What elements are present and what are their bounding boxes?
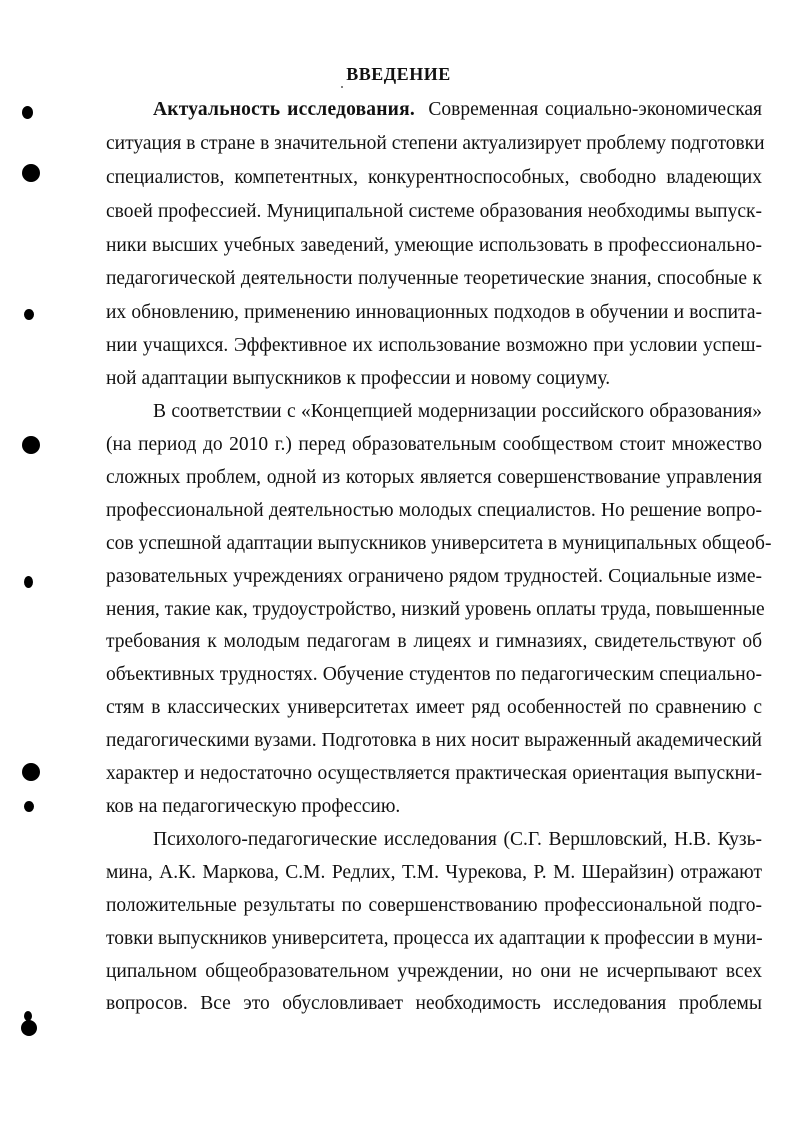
binder-hole (21, 1020, 37, 1036)
paragraph-3-line: товки выпускников университета, процесса их адаптации к профессии в муни- (106, 928, 763, 949)
paragraph-3-line: вопросов. Все это обусловливает необходимость исследования проблемы (106, 993, 762, 1014)
paragraph-1-text: Современная социально-экономическая (428, 99, 762, 120)
paragraph-3-line: ципальном общеобразовательном учреждении, но они не исчерпывают всех (106, 961, 762, 982)
binder-hole-mark (24, 1011, 32, 1021)
paragraph-1-line: своей профессией. Муниципальной системе образования необходимы выпуск- (106, 201, 762, 222)
paragraph-3-line: положительные результаты по совершенствованию профессиональной подго- (106, 895, 762, 916)
binder-hole (22, 763, 40, 781)
paragraph-2-line: разовательных учреждениях ограничено рядом трудностей. Социальные изме- (106, 566, 762, 587)
binder-hole-mark (24, 801, 34, 812)
paragraph-1-line: ной адаптации выпускников к профессии и новому социуму. (106, 368, 611, 389)
paragraph-2-line: стям в классических университетах имеет ряд особенностей по сравнению с (106, 697, 762, 718)
paragraph-2-line: сложных проблем, одной из которых является совершенствование управления (106, 467, 762, 488)
paragraph-2-line: (на период до 2010 г.) перед образовательным сообществом стоит множество (106, 434, 762, 455)
paragraph-2-line: нения, такие как, трудоустройство, низкий уровень оплаты труда, повышенные (106, 599, 765, 620)
paragraph-1-line: ники высших учебных заведений, умеющие использовать в профессионально- (106, 235, 762, 256)
section-lead: Актуальность исследования. (153, 99, 415, 120)
binder-hole (22, 436, 40, 454)
binder-hole (22, 164, 40, 182)
paragraph-2-line: сов успешной адаптации выпускников университета в муниципальных общеоб- (106, 533, 772, 554)
paragraph-2-line: педагогическими вузами. Подготовка в них носит выраженный академический (106, 730, 762, 751)
paragraph-2-line: профессиональной деятельностью молодых специалистов. Но решение вопро- (106, 500, 762, 521)
paragraph-2-line: В соответствии с «Концепцией модернизации российского образования» (153, 401, 762, 422)
paragraph-2-line: ков на педагогическую профессию. (106, 796, 401, 817)
binder-hole-mark (24, 309, 34, 320)
paragraph-1-line (153, 98, 762, 122)
paragraph-2-line: объективных трудностях. Обучение студентов по педагогическим специально- (106, 664, 762, 685)
paragraph-3-line: Психолого-педагогические исследования (С.Г. Вершловский, Н.В. Кузь- (153, 829, 762, 850)
paragraph-2-line: требования к молодым педагогам в лицеях и гимназиях, свидетельствуют об (106, 631, 762, 652)
page-title: ВВЕДЕНИЕ (346, 64, 451, 84)
paragraph-1-line: нии учащихся. Эффективное их использование возможно при условии успеш- (106, 335, 762, 356)
binder-hole-mark (24, 576, 33, 588)
paragraph-1-line: специалистов, компетентных, конкурентноспособных, свободно владеющих (106, 167, 762, 188)
paragraph-3-line: мина, А.К. Маркова, С.М. Редлих, Т.М. Чурекова, Р. М. Шерайзин) отражают (106, 862, 762, 883)
binder-hole-mark (22, 106, 33, 119)
paragraph-1-line: педагогической деятельности полученные теоретические знания, способные к (106, 268, 762, 289)
paragraph-1-line: их обновлению, применению инновационных подходов в обучении и воспита- (106, 302, 762, 323)
paragraph-1-line: ситуация в стране в значительной степени актуализирует проблему подготовки (106, 133, 765, 154)
scan-speck (341, 86, 343, 88)
paragraph-2-line: характер и недостаточно осуществляется практическая ориентация выпускни- (106, 763, 762, 784)
